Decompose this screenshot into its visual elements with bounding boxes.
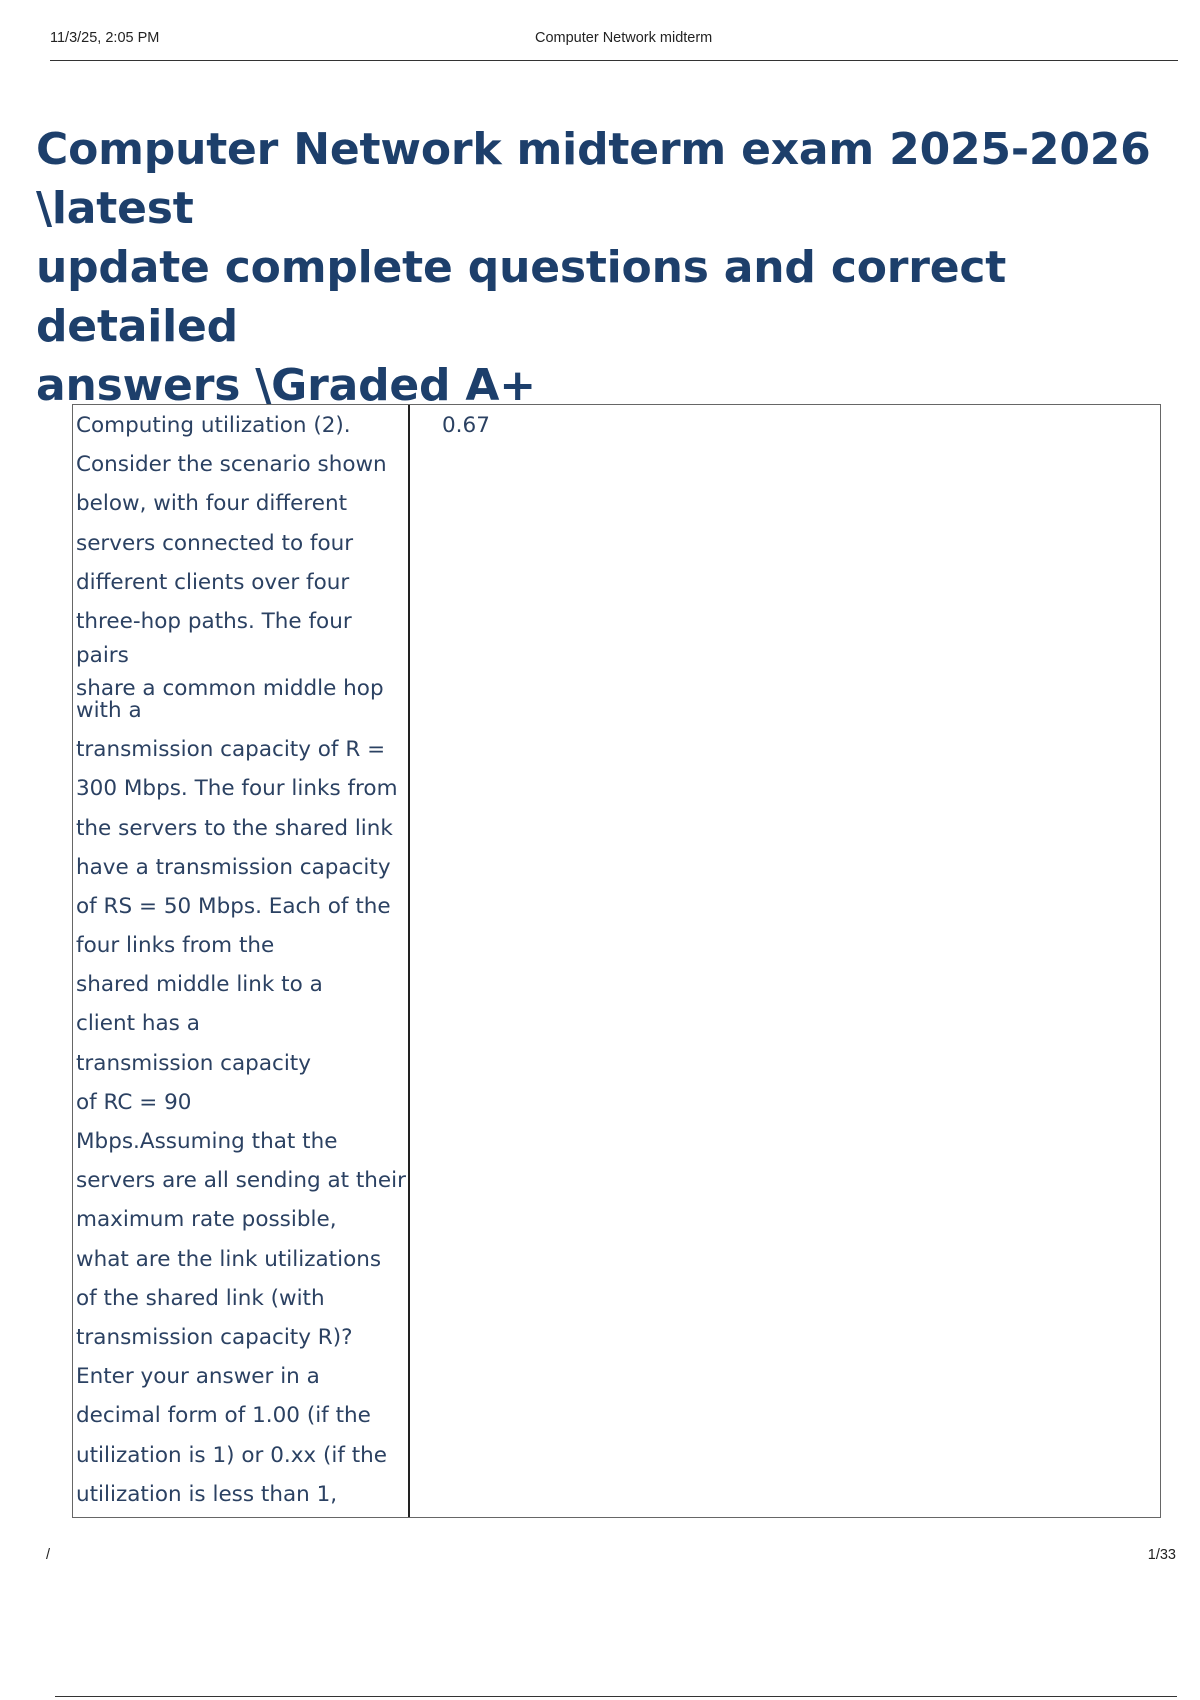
- title-line: update complete questions and correct detailed: [36, 242, 1007, 352]
- question-line: what are the link utilizations: [76, 1246, 382, 1272]
- question-line: transmission capacity R)?: [76, 1324, 353, 1350]
- question-line: utilization is less than 1,: [76, 1481, 338, 1507]
- qa-table: [72, 404, 1161, 1518]
- question-line: three-hop paths. The four: [76, 608, 352, 634]
- page-title: [36, 120, 1196, 415]
- print-url: /: [46, 1547, 51, 1563]
- question-line: maximum rate possible,: [76, 1207, 337, 1233]
- title-line: Computer Network midterm exam 2025-2026 \latest: [36, 124, 1151, 234]
- question-line: transmission capacity: [76, 1050, 311, 1076]
- question-line: four links from the: [76, 933, 275, 959]
- bottom-divider: [55, 1696, 1177, 1697]
- question-line: below, with four different: [76, 491, 348, 517]
- question-line: utilization is 1) or 0.xx (if the: [76, 1442, 388, 1468]
- question-cell: [73, 405, 410, 1517]
- question-line: the servers to the shared link: [76, 815, 393, 841]
- question-line: Computing utilization (2).: [76, 413, 351, 438]
- title-line: answers \Graded A+: [36, 360, 536, 411]
- answer-cell: 0.67: [442, 413, 490, 438]
- question-line: of the shared link (with: [76, 1285, 325, 1311]
- question-line: Mbps.Assuming that the: [76, 1129, 338, 1154]
- question-line: 300 Mbps. The four links from: [76, 776, 398, 802]
- question-line: different clients over four: [76, 569, 350, 595]
- page-number: 1/33: [1147, 1547, 1176, 1563]
- question-line: transmission capacity of R =: [76, 737, 386, 763]
- question-line: servers are all sending at their: [76, 1168, 406, 1194]
- print-header: [50, 30, 1178, 61]
- question-line: servers connected to four: [76, 530, 354, 556]
- question-line: with a: [76, 698, 142, 724]
- question-line: Consider the scenario shown: [76, 452, 387, 478]
- question-line: pairs: [76, 643, 129, 669]
- question-line: client has a: [76, 1011, 200, 1037]
- question-line: shared middle link to a: [76, 972, 323, 998]
- question-line: of RC = 90: [76, 1089, 192, 1115]
- print-date: 11/3/25, 2:05 PM: [50, 30, 160, 46]
- question-line: of RS = 50 Mbps. Each of the: [76, 893, 391, 919]
- print-doc-title: Computer Network midterm: [535, 30, 713, 46]
- question-line: decimal form of 1.00 (if the: [76, 1403, 371, 1429]
- question-line: share a common middle hop: [76, 676, 384, 702]
- question-line: Enter your answer in a: [76, 1364, 320, 1390]
- question-line: have a transmission capacity: [76, 854, 391, 880]
